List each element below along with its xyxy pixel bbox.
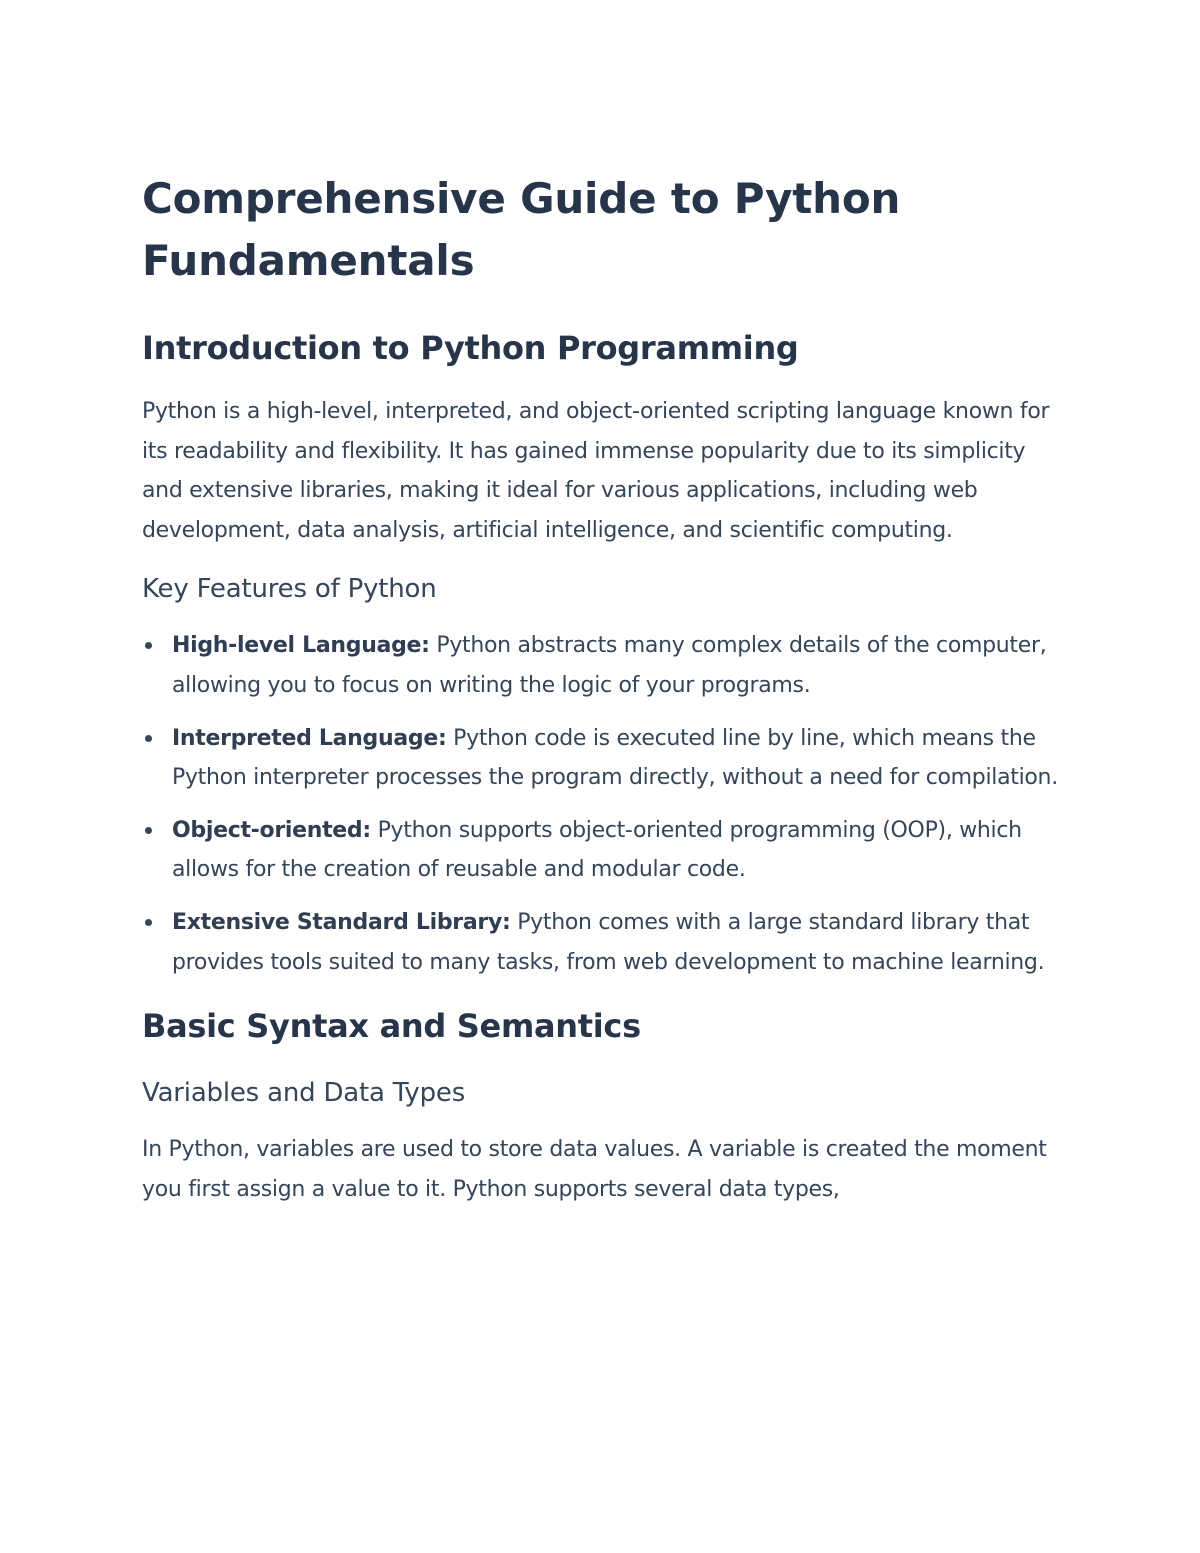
subheading-key-features: Key Features of Python bbox=[142, 574, 437, 605]
feature-term: High-level Language: bbox=[172, 633, 430, 659]
bullet-icon bbox=[145, 735, 152, 742]
feature-description: Python comes with a large standard library that provides tools suited to many tasks, from web development to machine learning. bbox=[172, 909, 1045, 975]
feature-description: Python code is executed line by line, which means the Python interpreter processes the program directly, without a need for compilation. bbox=[172, 725, 1058, 791]
bullet-icon bbox=[145, 642, 152, 649]
feature-description: Python supports object-oriented programming (OOP), which allows for the creation of reusable and modular code. bbox=[172, 817, 1022, 883]
list-item bbox=[142, 626, 1062, 705]
section-heading-introduction: Introduction to Python Programming bbox=[142, 329, 799, 367]
bullet-icon bbox=[145, 827, 152, 834]
variables-paragraph: In Python, variables are used to store data values. A variable is created the moment you first assign a value to it. Python supports several data types, bbox=[142, 1137, 1047, 1202]
feature-term: Object-oriented: bbox=[172, 817, 371, 843]
features-list bbox=[142, 626, 1062, 982]
list-item bbox=[142, 811, 1062, 890]
document-page bbox=[142, 168, 1062, 1209]
list-item bbox=[142, 719, 1062, 798]
feature-term: Extensive Standard Library: bbox=[172, 909, 511, 935]
feature-term: Interpreted Language: bbox=[172, 725, 447, 751]
feature-description: Python abstracts many complex details of the computer, allowing you to focus on writing the logic of your programs. bbox=[172, 633, 1047, 698]
document-title: Comprehensive Guide to Python Fundamentals bbox=[142, 174, 901, 285]
bullet-icon bbox=[145, 919, 152, 926]
list-item bbox=[142, 903, 1062, 982]
subheading-variables: Variables and Data Types bbox=[142, 1078, 466, 1109]
section-heading-basic-syntax: Basic Syntax and Semantics bbox=[142, 1007, 641, 1046]
intro-paragraph: Python is a high-level, interpreted, and object-oriented scripting language known for its readability and flexibility. It has gained immense popularity due to its simplicity and extensive libraries, making it ideal for various applications, including web development, data analysis, artificial intelligence, and scientific computing. bbox=[142, 399, 1050, 543]
